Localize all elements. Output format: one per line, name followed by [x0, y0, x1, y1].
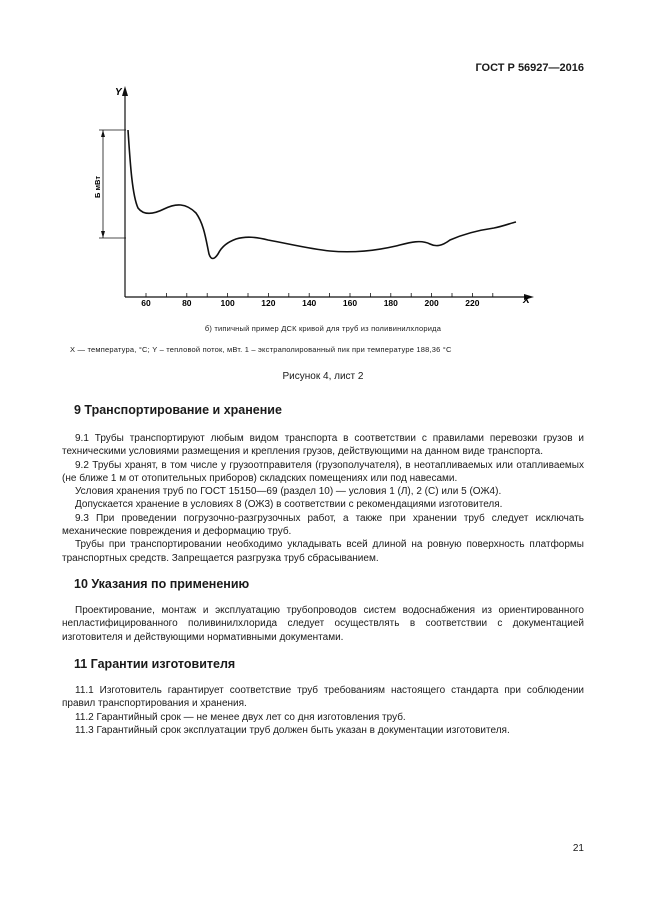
- section-11-body: [62, 684, 584, 737]
- x-tick-label: 100: [220, 298, 235, 308]
- scale-arrow-bottom: [101, 231, 105, 238]
- x-tick-label: 180: [383, 298, 398, 308]
- section-10-heading: 10 Указания по применению: [74, 577, 250, 591]
- dsc-curve-figure: [0, 0, 646, 320]
- x-axis-label: X: [523, 295, 530, 306]
- x-tick-label: 140: [302, 298, 317, 308]
- scale-label: Б мВт: [93, 175, 102, 198]
- section-10-body: [62, 604, 584, 644]
- paragraph: 9.2 Трубы хранят, в том числе у грузоотправителя (грузополучателя), в неотапливаемых или отапливаемых (не ближе 1 м от отопительных приборов) складских помещениях или под навесами.: [62, 459, 584, 484]
- paragraph: 11.3 Гарантийный срок эксплуатации труб должен быть указан в документации изготовителя.: [75, 724, 510, 736]
- paragraph: 9.1 Трубы транспортируют любым видом транспорта в соответствии с правилами перевозки грузов и техническими условиями размещения и крепления грузов, действующими на данном виде транспорта.: [62, 433, 584, 458]
- document-header: ГОСТ Р 56927—2016: [475, 62, 584, 74]
- y-axis-arrow: [122, 86, 128, 96]
- y-axis-label: Y: [115, 87, 122, 98]
- dsc-curve: [128, 130, 516, 259]
- section-9-body: [62, 432, 584, 565]
- paragraph: Проектирование, монтаж и эксплуатацию трубопроводов систем водоснабжения из ориентированного непластифицированного поливинилхлорида следует осуществлять в соответствии с документацией изготовителя и действующими нормативными документами.: [62, 605, 584, 643]
- figure-subcaption: б) типичный пример ДСК кривой для труб из поливинилхлорида: [204, 324, 442, 333]
- x-tick-label: 60: [141, 298, 151, 308]
- paragraph: Трубы при транспортировании необходимо укладывать всей длиной на ровную поверхность платформы транспортных средств. Запрещается разгрузка труб сбрасыванием.: [62, 539, 584, 564]
- section-9-heading: 9 Транспортирование и хранение: [74, 403, 282, 417]
- figure-legend: X — температура, °С; Y – тепловой поток, мВт. 1 – экстраполированный пик при температуре 188,36 °С: [70, 345, 452, 354]
- page-number: 21: [572, 843, 584, 854]
- paragraph: Условия хранения труб по ГОСТ 15150—69 (раздел 10) — условия 1 (Л), 2 (С) или 5 (ОЖ4).: [75, 486, 502, 498]
- figure-title: Рисунок 4, лист 2: [282, 371, 364, 382]
- x-tick-label: 120: [261, 298, 276, 308]
- x-tick-label: 160: [342, 298, 358, 308]
- x-tick-label: 200: [424, 298, 439, 308]
- paragraph: Допускается хранение в условиях 8 (ОЖ3) в соответствии с рекомендациями изготовителя.: [75, 499, 503, 511]
- scale-arrow-top: [101, 130, 105, 137]
- paragraph: 11.2 Гарантийный срок — не менее двух лет со дня изготовления труб.: [75, 711, 406, 723]
- x-tick-label: 80: [182, 298, 192, 308]
- x-tick-label: 220: [465, 298, 480, 308]
- x-tick-group: [141, 293, 493, 308]
- paragraph: 9.3 При проведении погрузочно-разгрузочных работ, а также при хранении труб следует исключать механические повреждения и деформацию труб.: [62, 512, 584, 538]
- paragraph: 11.1 Изготовитель гарантирует соответствие труб требованиям настоящего стандарта при соблюдении правил транспортирования и хранения.: [62, 685, 584, 710]
- section-11-heading: 11 Гарантии изготовителя: [74, 657, 236, 671]
